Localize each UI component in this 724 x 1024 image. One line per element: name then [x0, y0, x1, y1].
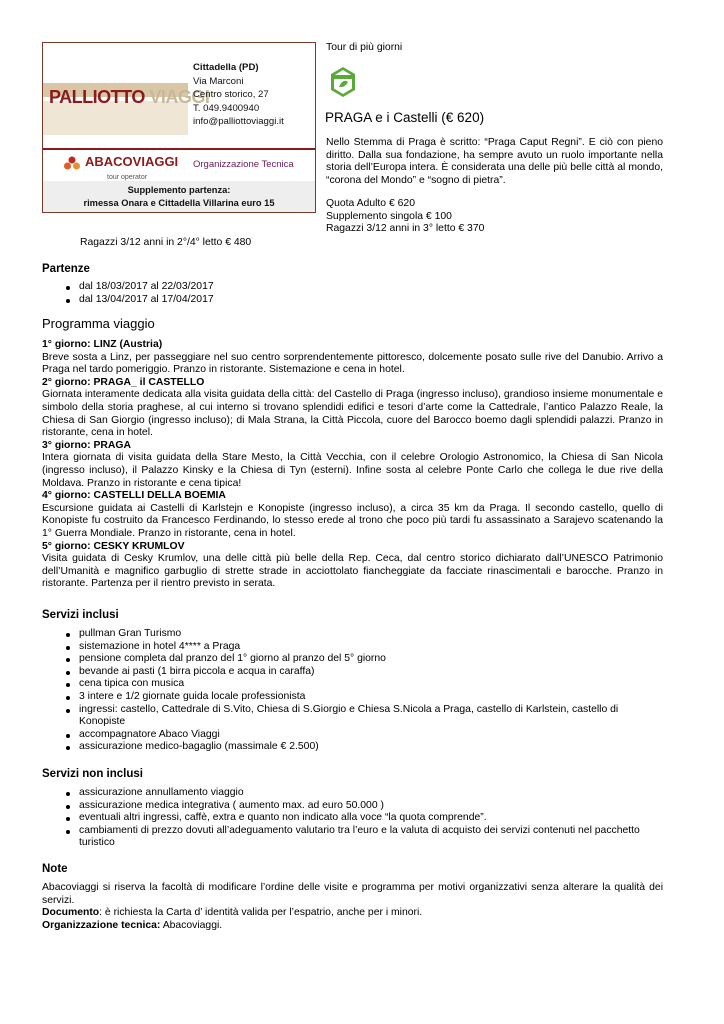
- contact-area: Centro storico, 27: [193, 89, 269, 100]
- list-item: accompagnatore Abaco Viaggi: [42, 729, 663, 742]
- palliotto-logo: PALLIOTTO VIAGGI: [49, 87, 210, 107]
- price-adult: Quota Adulto € 620: [326, 198, 415, 209]
- programma-title: Programma viaggio: [42, 316, 155, 331]
- contact-phone: T. 049.9400940: [193, 102, 260, 114]
- price-kids-2nd-4th-bed: Ragazzi 3/12 anni in 2°/4° letto € 480: [80, 237, 252, 248]
- contact-street: Via Marconi: [193, 75, 244, 87]
- list-item: assicurazione medica integrativa ( aumento max. ad euro 50.000 ): [42, 800, 663, 813]
- note-organizzazione: Organizzazione tecnica: Abacoviaggi.: [42, 919, 223, 931]
- list-item: dal 13/04/2017 al 17/04/2017: [42, 294, 214, 307]
- servizi-non-inclusi-title: Servizi non inclusi: [42, 768, 143, 780]
- list-item: assicurazione medico-bagaglio (massimale € 2.500): [42, 741, 663, 754]
- itinerary: [42, 339, 663, 591]
- day-text: Breve sosta a Linz, per passeggiare nel suo centro sorprendentemente pittoresco, dolcemente posato sulle rive del Danubio. Arrivo a Praga nel tardo pomeriggio. Pranzo in ristorante. Sistemazione e cena in hotel.: [42, 351, 663, 376]
- partenze-title: Partenze: [42, 263, 90, 275]
- list-item: pensione completa dal pranzo del 1° giorno al pranzo del 5° giorno: [42, 653, 663, 666]
- list-item: dal 18/03/2017 al 22/03/2017: [42, 281, 214, 294]
- day-heading: 1° giorno: LINZ (Austria): [42, 339, 163, 350]
- agency-contacts: [193, 61, 284, 129]
- price-kids-3rd-bed: Ragazzi 3/12 anni in 3° letto € 370: [326, 223, 485, 235]
- note-title: Note: [42, 863, 68, 875]
- servizi-inclusi-list: [42, 628, 663, 754]
- note-body: [42, 882, 663, 932]
- day-text: Visita guidata di Cesky Krumlov, una delle città più belle della Rep. Ceca, dal centro storico dichiarato dall’UNESCO Patrimonio dell’Umanità e magnifico garbuglio di strette strade in acciottolato fiancheggiate da facciate rinascimentali e barocche. Pranzo in ristorante. Partenza per il rientro previsto in serata.: [42, 553, 663, 590]
- abaco-flower-icon: [63, 155, 81, 173]
- day-heading: 4° giorno: CASTELLI DELLA BOEMIA: [42, 490, 226, 502]
- day-text: Intera giornata di visita guidata della Stare Mesto, la Città Vecchia, con il celebre Orologio Astronomico, la Chiesa di San Nicola (ingresso incluso), il Palazzo Kinsky e la Chiesa di Tyn (esterni). Infine sosta al celebre Ponte Carlo che collega le due rive della Moldava. Pranzo in ristorante e cena tipica!: [42, 452, 663, 489]
- list-item: assicurazione annullamento viaggio: [42, 787, 663, 800]
- list-item: ingressi: castello, Cattedrale di S.Vito, Chiesa di S.Giorgio e Chiesa S.Nicola a Praga, castello di Karlstein, castello di Konopiste: [42, 704, 663, 729]
- list-item: eventuali altri ingressi, caffè, extra e quanto non indicato alla voce “la quota comprende”.: [42, 812, 663, 825]
- list-item: cambiamenti di prezzo dovuti all’adeguamento valutario tra l’euro e la valuta di acquisto dei servizi contenuti nel pacchetto turistico: [42, 825, 663, 850]
- agency-banner: [42, 42, 316, 213]
- note-text: Abacoviaggi si riserva la facoltà di modificare l’ordine delle visite e programma per motivi organizzativi senza alterare la qualità dei servizi.: [42, 882, 663, 906]
- tour-label: Tour di più giorni: [326, 42, 403, 53]
- day-text: Escursione guidata ai Castelli di Karlstejn e Konopiste (ingresso incluso), a circa 35 km da Praga. Il secondo castello, quello di Konopiste fu costruito da Francesco Ferdinando, lo stesso erede al trono che poco più tardi fu assassinato a Sarajevo scatenando la 1° Guerra Mondiale. Pranzo in ristorante, cena in hotel.: [42, 502, 663, 539]
- intro-text: Nello Stemma di Praga è scritto: “Praga Caput Regni”. E ciò con pieno diritto. Dalla sua fondazione, ha sempre avuto un ruolo importante nella storia dell’Europa intera. È considerata una delle più belle città al mondo, “corona del Mondo” e “sogno di pietra”.: [326, 137, 663, 186]
- banner-divider: [43, 148, 315, 150]
- price-single-supplement: Supplemento singola € 100: [326, 210, 452, 222]
- day-heading: 3° giorno: PRAGA: [42, 439, 132, 451]
- list-item: cena tipica con musica: [42, 678, 663, 691]
- leaf-badge-icon: [330, 66, 356, 98]
- note-documento: Documento: è richiesta la Carta d’ identità valida per l’espatrio, anche per i minori.: [42, 907, 423, 919]
- list-item: pullman Gran Turismo: [42, 628, 663, 641]
- list-item: bevande ai pasti (1 birra piccola e acqua in caraffa): [42, 666, 663, 679]
- org-tecnica-label: Organizzazione Tecnica: [193, 159, 294, 170]
- contact-city: Cittadella (PD): [193, 62, 259, 73]
- day-heading: 2° giorno: PRAGA_ il CASTELLO: [42, 376, 205, 388]
- page-title: PRAGA e i Castelli (€ 620): [325, 110, 485, 125]
- servizi-inclusi-title: Servizi inclusi: [42, 609, 119, 621]
- list-item: 3 intere e 1/2 giornate guida locale professionista: [42, 691, 663, 704]
- servizi-non-inclusi-list: [42, 787, 663, 850]
- abaco-logo: ABACOVIAGGI: [85, 154, 179, 169]
- day-heading: 5° giorno: CESKY KRUMLOV: [42, 540, 185, 552]
- partenze-list: [42, 281, 214, 306]
- abaco-subtitle: tour operator: [107, 174, 148, 181]
- price-list: [326, 198, 484, 236]
- list-item: sistemazione in hotel 4**** a Praga: [42, 641, 663, 654]
- contact-email: info@palliottoviaggi.it: [193, 116, 284, 127]
- day-text: Giornata interamente dedicata alla visita guidata della città: del Castello di Praga (ingresso incluso), grandioso insieme monumentale e simbolo della storia praghese, al cui interno si trovano splendidi edifici e tesori d’arte come la Cattedrale, l’antico Palazzo Reale, la Chiesa di San Giorgio (ingresso incluso); di Mala Strana, la Città Piccola, cuore del Barocco boemo dagli splendidi palazzi. Pranzo in ristorante, cena in hotel.: [42, 389, 663, 439]
- supplement-text: Supplemento partenza: rimessa Onara e Cittadella Villarina euro 15: [83, 185, 275, 208]
